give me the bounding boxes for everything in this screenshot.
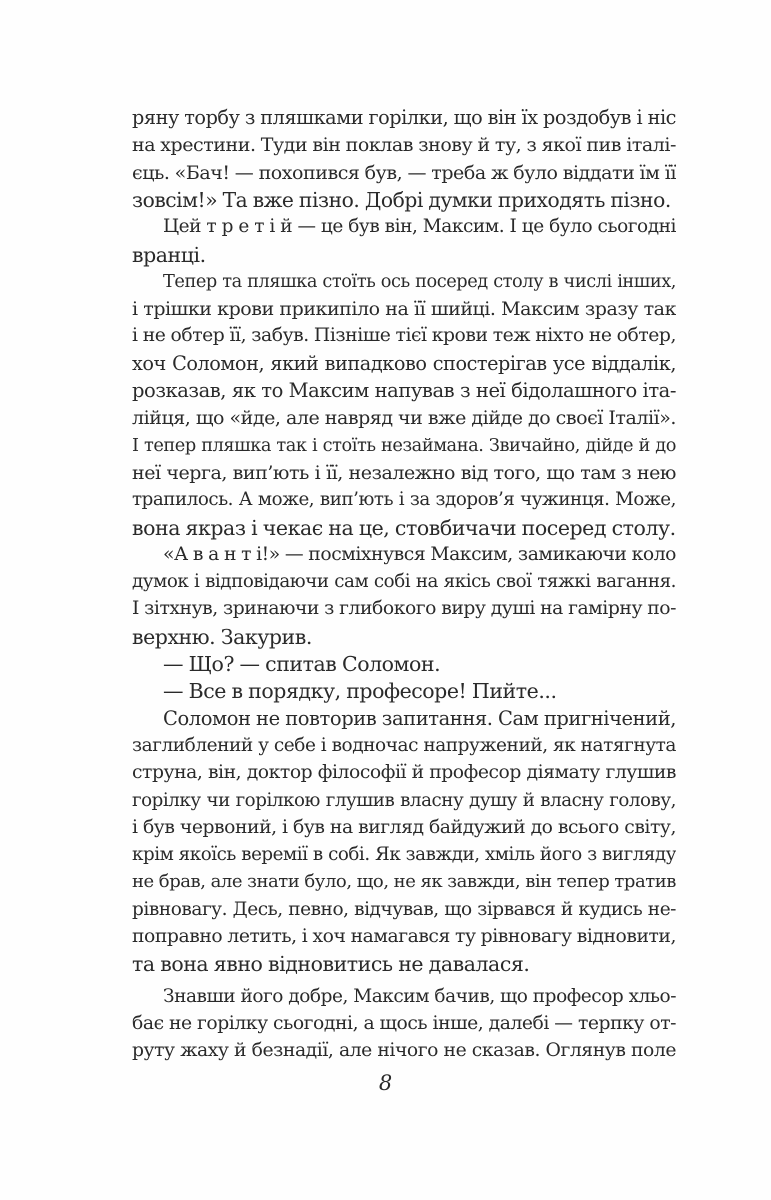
text-line: заглиблений у себе і водночас напружений, як натягнута [132, 734, 676, 756]
text-line: крім якоїсь веремії в собі. Як завжди, хміль його з вигляду [132, 844, 676, 866]
text-line: вранці. [132, 242, 206, 267]
text-line: хоч Соломон, який випадково спостерігав усе віддалік, [132, 351, 676, 375]
text-line: горілку чи горілкою глушив власну душу й власну голову, [132, 789, 676, 811]
text-line: вона якраз і чекає на це, стовбичачи посеред столу. [132, 515, 676, 540]
text-line: поправно летить, і хоч намагався ту рівновагу відновити, [132, 926, 676, 947]
text-line: та вона явно відновитись не давалася. [132, 952, 530, 977]
text-line: Знавши його добре, Максим бачив, що професор хльо- [163, 985, 676, 1007]
text-line: руту жаху й безнадії, але нічого не сказав. Оглянув поле [132, 1040, 676, 1062]
text-line: і не обтер її, забув. Пізніше тієї крови теж ніхто не обтер, [132, 325, 676, 347]
text-line: ряну торбу з пляшками горілки, що він їх роздобув і ніс [132, 106, 676, 129]
text-line: розказав, як то Максим напував з неї бідолашного іта- [132, 379, 676, 402]
text-line: бає не горілку сьогодні, а щось інше, далебі — терпку от- [132, 1012, 676, 1034]
text-line: на хрестини. Туди він поклав знову й ту, з якої пив італі- [132, 134, 676, 157]
text-line: «А в а н т і!» — посміхнувся Максим, замикаючи коло [163, 543, 676, 565]
text-line: рівновагу. Десь, певно, відчував, що зірвався й кудись не- [132, 898, 676, 920]
text-line: не брав, але знати було, що, не як завжди, він тепер тратив [132, 871, 676, 893]
text-line: трапилось. А може, вип’ють і за здоров’я чужинця. Може, [132, 489, 676, 511]
text-line: і був червоний, і був на вигляд байдужий до всього світу, [132, 816, 676, 838]
text-line: неї черга, вип’ють і її, незалежно від того, що там з нею [132, 461, 676, 484]
text-line: — Що? — спитав Соломон. [163, 652, 441, 676]
text-line: верхню. Закурив. [132, 624, 312, 649]
text-line: зовсім!» Та вже пізно. Добрі думки приходять пізно. [132, 187, 671, 212]
text-line: І зітхнув, зринаючи з глибокого виру душі на гамірну по- [132, 598, 676, 620]
text-line: думок і відповідаючи сам собі на якісь свої тяжкі вагання. [132, 571, 676, 593]
text-line: і трішки крови прикипіло на її шийці. Максим зразу так [132, 298, 676, 321]
text-line: струна, він, доктор філософії й професор діямату глушив [132, 762, 676, 784]
text-line: Соломон не повторив запитання. Сам пригнічений, [163, 706, 676, 730]
text-line: І тепер пляшка так і стоїть незаймана. Звичайно, дійде й до [132, 435, 676, 456]
text-line: — Все в порядку, професоре! Пийте... [163, 679, 557, 704]
text-line: Тепер та пляшка стоїть ось посеред столу в числі інших, [163, 271, 676, 292]
text-line: лійця, що «йде, але навряд чи вже дійде до своєї Італії». [132, 407, 676, 430]
text-line: Цей т р е т і й — це був він, Максим. І це було сьогодні [163, 216, 676, 238]
text-line: єць. «Бач! — похопився був, — треба ж було віддати їм її [132, 161, 676, 184]
page-number: 8 [378, 1071, 393, 1095]
